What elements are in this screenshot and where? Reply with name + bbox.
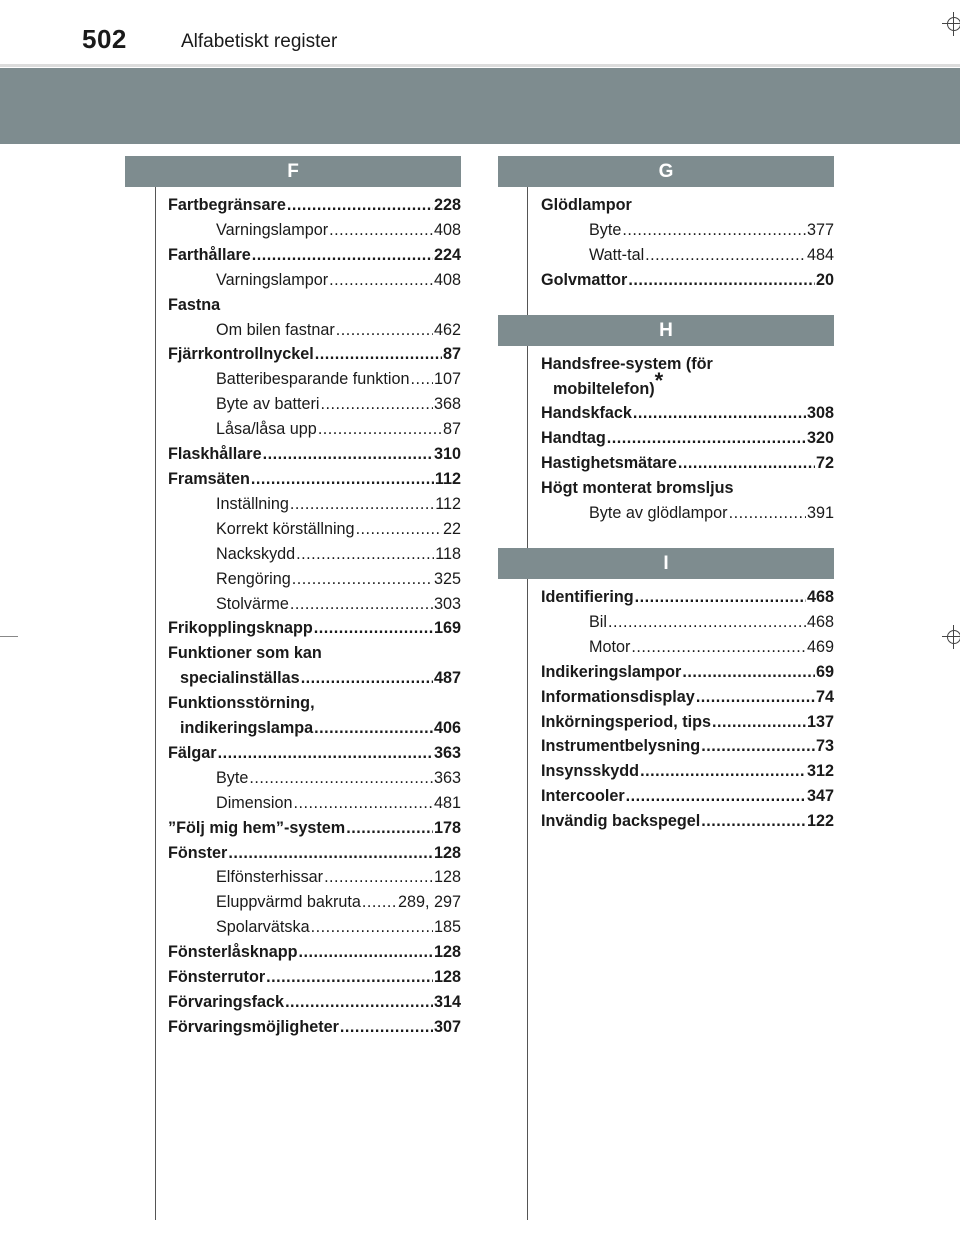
entry-row: [541, 193, 834, 218]
dot-leader: [290, 592, 433, 617]
page-reference: 87: [442, 345, 461, 364]
index-entry: [168, 442, 461, 467]
entry-row: [192, 865, 461, 890]
entry-row: [168, 442, 461, 467]
entry-text: Fönsterlåsknapp: [168, 943, 298, 962]
index-entry: [541, 784, 834, 809]
index-entry: [168, 841, 461, 866]
page-reference: 137: [806, 712, 834, 731]
entry-text: specialinställas: [180, 669, 300, 688]
footnote-mark: *: [654, 367, 664, 393]
entry-row: [168, 716, 461, 741]
entry-text: Framsäten: [168, 469, 250, 488]
page-reference: 128: [433, 843, 461, 862]
index-entry: [168, 417, 461, 442]
dot-leader: [252, 243, 433, 268]
page-reference: 112: [435, 494, 461, 513]
entry-text: Indikeringslampor: [541, 662, 682, 681]
index-entries: [498, 585, 834, 834]
index-entry: [168, 616, 461, 641]
entry-row: [168, 616, 461, 641]
dot-leader: [678, 451, 815, 476]
dot-leader: [301, 666, 433, 691]
dot-leader: [336, 318, 433, 343]
entry-row: [168, 841, 461, 866]
page-reference: 224: [433, 245, 461, 264]
entry-text: Golvmattor: [541, 270, 628, 289]
entry-row: [168, 193, 461, 218]
entry-row: [168, 342, 461, 367]
entry-text: Fälgar: [168, 743, 217, 762]
entry-row: [192, 268, 461, 293]
index-entry: [168, 592, 461, 617]
index-entry: [541, 685, 834, 710]
registration-mark-icon: [944, 14, 960, 34]
entry-text: Instrumentbelysning: [541, 737, 701, 756]
page-reference: 289, 297: [397, 893, 461, 912]
entry-row: [541, 660, 834, 685]
dot-leader: [299, 940, 433, 965]
page-reference: 185: [433, 918, 461, 937]
page-reference: 128: [433, 868, 461, 887]
dot-leader: [645, 243, 806, 268]
page-header: [0, 0, 960, 64]
dot-leader: [626, 784, 806, 809]
entry-row: [192, 218, 461, 243]
index-entry: [541, 476, 834, 501]
index-entry: [168, 567, 461, 592]
dot-leader: [290, 492, 434, 517]
entry-text: Hastighetsmätare: [541, 454, 677, 473]
dot-leader: [293, 791, 433, 816]
entry-text: mobiltelefon)*: [553, 367, 664, 398]
index-entry: [168, 367, 461, 392]
page-reference: 73: [815, 737, 834, 756]
index-entry: [168, 641, 461, 691]
header-band: [0, 68, 960, 144]
entry-text: Glödlampor: [541, 196, 632, 214]
entry-text: Varningslampor: [216, 220, 329, 239]
page-title: Alfabetiskt register: [181, 31, 338, 52]
dot-leader: [249, 766, 433, 791]
entry-row: [168, 1015, 461, 1040]
page-reference: 72: [815, 454, 834, 473]
index-entries: [498, 193, 834, 293]
page-reference: 107: [433, 370, 461, 389]
index-entry: [168, 865, 461, 890]
entry-row: [192, 766, 461, 791]
index-entry: [168, 193, 461, 218]
section-i: [498, 548, 834, 834]
entry-text: Batteribesparande funktion: [216, 370, 410, 389]
index-entry: [168, 492, 461, 517]
entry-text: Inkörningsperiod, tips: [541, 712, 711, 731]
entry-row: [192, 318, 461, 343]
dot-leader: [320, 392, 433, 417]
page-reference: 487: [433, 669, 461, 688]
column-right: [498, 156, 834, 856]
entry-row: [168, 965, 461, 990]
entry-text: Rengöring: [216, 569, 291, 588]
page-reference: 363: [433, 743, 461, 762]
index-entry: [541, 193, 834, 218]
entry-row: [168, 243, 461, 268]
index-entry: [168, 741, 461, 766]
page-reference: 74: [815, 687, 834, 706]
page-reference: 307: [433, 1017, 461, 1036]
entry-text: Flaskhållare: [168, 445, 262, 464]
index-entry: [168, 990, 461, 1015]
page-reference: 310: [433, 445, 461, 464]
index-entry: [168, 318, 461, 343]
entry-row: [192, 592, 461, 617]
entry-row: [541, 401, 834, 426]
index-entry: [541, 585, 834, 610]
dot-leader: [340, 1015, 433, 1040]
index-entry: [541, 734, 834, 759]
entry-text: Handskfack: [541, 404, 632, 423]
entry-text: Spolarvätska: [216, 918, 310, 937]
section-h: [498, 315, 834, 526]
dot-leader: [631, 635, 806, 660]
index-entry: [541, 809, 834, 834]
entry-row: [541, 426, 834, 451]
entry-row: [168, 467, 461, 492]
dot-leader: [628, 268, 815, 293]
dot-leader: [251, 467, 434, 492]
page-reference: 20: [815, 270, 834, 289]
dot-leader: [315, 342, 442, 367]
section-f: [125, 156, 461, 1040]
dot-leader: [314, 716, 433, 741]
page-reference: 408: [433, 270, 461, 289]
page-reference: 368: [433, 395, 461, 414]
index-entry: [541, 401, 834, 426]
entry-row: [192, 567, 461, 592]
index-entry: [168, 268, 461, 293]
entry-row: [168, 741, 461, 766]
index-entry: [541, 635, 834, 660]
entry-text: Stolvärme: [216, 594, 289, 613]
dot-leader: [263, 442, 433, 467]
entry-row: [192, 417, 461, 442]
page-reference: 128: [433, 943, 461, 962]
entry-row: [192, 492, 461, 517]
page-reference: 377: [806, 220, 834, 239]
entry-text: Funktionsstörning,: [168, 694, 315, 713]
entry-row: [541, 734, 834, 759]
entry-row: [192, 542, 461, 567]
entry-row: [168, 816, 461, 841]
page-reference: 469: [806, 637, 834, 656]
index-entry: [541, 268, 834, 293]
page-reference: 363: [433, 768, 461, 787]
page-reference: 69: [815, 662, 834, 681]
dot-leader: [228, 841, 433, 866]
entry-row: [541, 809, 834, 834]
dot-leader: [729, 501, 806, 526]
index-entry: [541, 501, 834, 526]
page-reference: 462: [433, 320, 461, 339]
index-entry: [168, 392, 461, 417]
entry-row: [192, 890, 461, 915]
index-entry: [168, 816, 461, 841]
page-reference: 325: [433, 569, 461, 588]
index-entry: [541, 610, 834, 635]
entry-text: Högt monterat bromsljus: [541, 479, 734, 498]
entry-row: [168, 990, 461, 1015]
index-entry: [168, 517, 461, 542]
entry-text: Korrekt körställning: [216, 519, 355, 538]
entry-text: Fastna: [168, 295, 221, 314]
dot-leader: [712, 710, 806, 735]
entry-row: [565, 218, 834, 243]
page-reference: 303: [433, 594, 461, 613]
index-entry: [168, 293, 461, 318]
dot-leader: [356, 517, 442, 542]
dot-leader: [607, 426, 806, 451]
dot-leader: [266, 965, 433, 990]
entry-text: Inställning: [216, 494, 289, 513]
dot-leader: [410, 367, 433, 392]
column-left: [125, 156, 461, 1062]
page-reference: 122: [806, 812, 834, 831]
dot-leader: [218, 741, 433, 766]
entry-text: ”Följ mig hem”-system: [168, 818, 346, 837]
entry-text: Om bilen fastnar: [216, 320, 335, 339]
page-reference: 347: [806, 787, 834, 806]
dot-leader: [633, 401, 806, 426]
dot-leader: [311, 915, 433, 940]
entry-text: Fönster: [168, 843, 228, 862]
page-reference: 118: [435, 544, 461, 563]
entry-text: Bil: [589, 612, 607, 631]
dot-leader: [701, 734, 815, 759]
entry-row: [192, 392, 461, 417]
entry-text: Informationsdisplay: [541, 687, 695, 706]
index-entry: [168, 890, 461, 915]
entry-row: [168, 293, 461, 318]
entry-row: [565, 243, 834, 268]
index-entry: [168, 243, 461, 268]
entry-text: Varningslampor: [216, 270, 329, 289]
dot-leader: [362, 890, 397, 915]
page-reference: 312: [806, 762, 834, 781]
page-reference: 178: [433, 818, 461, 837]
index-entry: [168, 915, 461, 940]
page-reference: 22: [442, 519, 461, 538]
index-entry: [168, 965, 461, 990]
index-entry: [541, 218, 834, 243]
entry-text: Eluppvärmd bakruta: [216, 893, 361, 912]
dot-leader: [314, 616, 433, 641]
page-reference: 468: [806, 612, 834, 631]
header-divider: [0, 64, 960, 67]
entry-text: Watt-tal: [589, 245, 645, 264]
index-entry: [541, 451, 834, 476]
entry-text: Byte: [216, 768, 249, 787]
entry-text: indikeringslampa: [180, 719, 314, 738]
dot-leader: [701, 809, 806, 834]
entry-text: Invändig backspegel: [541, 812, 701, 831]
index-entries: [125, 193, 461, 1040]
page-reference: 314: [433, 993, 461, 1011]
section-header-g: G: [498, 156, 834, 187]
crop-mark: [0, 636, 18, 637]
page-reference: 484: [806, 245, 834, 264]
page-reference: 308: [806, 404, 834, 423]
page-reference: 87: [442, 420, 461, 439]
entry-text: Insynsskydd: [541, 762, 640, 781]
entry-row: [192, 517, 461, 542]
entry-text: Fartbegränsare: [168, 196, 286, 214]
dot-leader: [346, 816, 433, 841]
dot-leader: [329, 268, 433, 293]
page-reference: 228: [433, 196, 461, 214]
entry-text: Förvaringsfack: [168, 993, 285, 1011]
entry-text: Funktioner som kan: [168, 644, 322, 663]
index-entry: [541, 759, 834, 784]
entry-text: Förvaringsmöjligheter: [168, 1017, 339, 1036]
index-entry: [541, 352, 834, 402]
entry-row: [565, 501, 834, 526]
entry-row: [192, 915, 461, 940]
page-reference: 320: [806, 429, 834, 448]
entry-row: [541, 710, 834, 735]
dot-leader: [640, 759, 806, 784]
dot-leader: [635, 585, 806, 610]
index-entry: [168, 940, 461, 965]
index-entry: [168, 691, 461, 741]
entry-text: Byte: [589, 220, 622, 239]
entry-row: [168, 666, 461, 691]
entry-text: Frikopplingsknapp: [168, 619, 313, 638]
dot-leader: [324, 865, 433, 890]
entry-text: Farthållare: [168, 245, 251, 264]
entry-row: [541, 759, 834, 784]
registration-mark-icon: [944, 627, 960, 647]
entry-row: [541, 685, 834, 710]
dot-leader: [622, 218, 806, 243]
dot-leader: [292, 567, 433, 592]
entry-row: [541, 476, 834, 501]
index-entry: [168, 542, 461, 567]
index-entry: [541, 710, 834, 735]
dot-leader: [296, 542, 434, 567]
entry-text: Handtag: [541, 429, 606, 448]
entry-row: [541, 367, 834, 402]
page-reference: 128: [433, 968, 461, 987]
page-reference: 481: [433, 793, 461, 812]
entry-row: [192, 791, 461, 816]
page-reference: 169: [433, 619, 461, 638]
index-entry: [168, 766, 461, 791]
entry-text: Byte av batteri: [216, 395, 320, 414]
entry-text: Nackskydd: [216, 544, 296, 563]
dot-leader: [285, 990, 433, 1015]
entry-row: [541, 585, 834, 610]
index-entry: [168, 467, 461, 492]
index-entries: [498, 352, 834, 526]
entry-text: Handsfree-system (för: [541, 354, 713, 373]
index-entry: [541, 660, 834, 685]
page-number: 502: [82, 24, 127, 54]
entry-row: [192, 367, 461, 392]
entry-text: Motor: [589, 637, 631, 656]
index-entry: [541, 243, 834, 268]
dot-leader: [608, 610, 806, 635]
page-reference: 468: [806, 587, 834, 606]
dot-leader: [682, 660, 815, 685]
index-entry: [168, 791, 461, 816]
entry-row: [168, 940, 461, 965]
entry-text: Intercooler: [541, 787, 625, 806]
entry-row: [565, 610, 834, 635]
section-header-i: I: [498, 548, 834, 579]
entry-text: Byte av glödlampor: [589, 504, 728, 523]
section-header-h: H: [498, 315, 834, 346]
entry-text: Identifiering: [541, 587, 634, 606]
index-entry: [168, 342, 461, 367]
entry-row: [541, 268, 834, 293]
page-reference: 112: [434, 469, 461, 488]
entry-text: Dimension: [216, 793, 293, 812]
section-g: [498, 156, 834, 293]
dot-leader: [329, 218, 433, 243]
dot-leader: [318, 417, 442, 442]
entry-text: Låsa/låsa upp: [216, 420, 317, 439]
entry-row: [541, 784, 834, 809]
section-header-f: F: [125, 156, 461, 187]
index-entry: [168, 1015, 461, 1040]
index-entry: [541, 426, 834, 451]
page-reference: 406: [433, 719, 461, 738]
entry-row: [541, 451, 834, 476]
index-entry: [168, 218, 461, 243]
dot-leader: [287, 193, 433, 218]
entry-row: [565, 635, 834, 660]
entry-text: Fönsterrutor: [168, 968, 266, 987]
entry-text: Elfönsterhissar: [216, 868, 324, 887]
page-reference: 408: [433, 220, 461, 239]
entry-text: Fjärrkontrollnyckel: [168, 345, 314, 364]
dot-leader: [696, 685, 815, 710]
page-reference: 391: [806, 504, 834, 523]
